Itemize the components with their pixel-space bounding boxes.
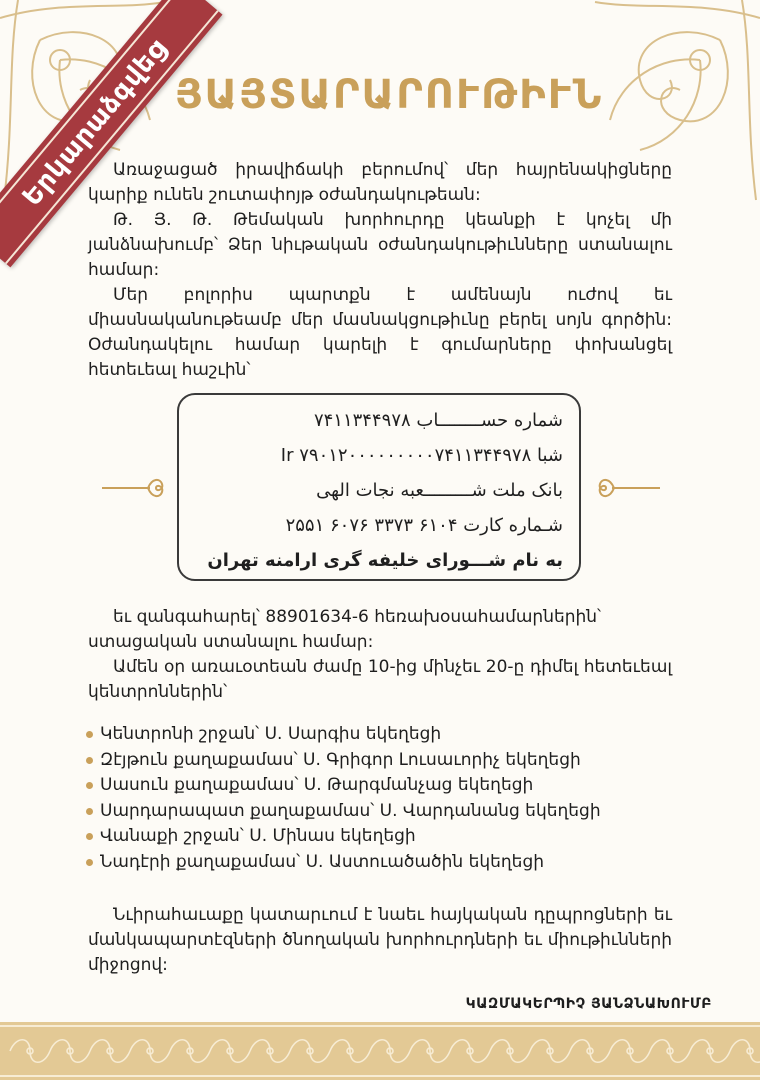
- bullet-icon: [86, 757, 93, 764]
- card-number: شـماره کارت ۶۱۰۴ ۳۳۷۳ ۶۰۷۶ ۲۵۵۱: [285, 515, 563, 536]
- bullet-icon: [86, 731, 93, 738]
- account-number: شماره حســــــــاب ۷۴۱۱۳۴۴۹۷۸: [313, 410, 563, 431]
- bank-branch: بانک ملت شـــــــــعبه نجات الهی: [316, 480, 563, 501]
- sheba-number: شبا Ir ۷۹۰۱۲۰۰۰۰۰۰۰۰۰۷۴۱۱۳۴۴۹۷۸: [280, 445, 563, 466]
- bullet-icon: [86, 859, 93, 866]
- list-item: [86, 722, 686, 748]
- intro-paragraph: Թ. Յ. Թ. Թեմական խորհուրդը կեանքի է կոչել մի յանձնախումբ՝ Ձեր նիւթական օժանդակութիւնները ստանալու համար:: [88, 210, 672, 280]
- hours-line: Ամեն օր առաւօտեան ժամը 10-ից մինչեւ 20-ը դիմել հետեւեալ կենտրոններին՝: [88, 657, 672, 702]
- list-item: [86, 799, 686, 825]
- list-item: [86, 850, 686, 876]
- phone-line: եւ զանգահարել՝ 88901634-6 հեռախօսահամարներին՝: [113, 607, 602, 627]
- divider-ornament-right: [590, 468, 660, 508]
- center-label: Վանաքի շրջան՝ Ս. Մինաս եկեղեցի: [100, 826, 416, 846]
- center-label: Զէյթուն քաղաքամաս՝ Ս. Գրիգոր Լուսաւորիչ եկեղեցի: [100, 749, 581, 770]
- list-item: [86, 748, 686, 774]
- center-label: Կենտրոնի շրջան՝ Ս. Սարգիս եկեղեցի: [100, 724, 442, 744]
- closing-text: [88, 903, 672, 978]
- center-label: Սասուն քաղաքամաս՝ Ս. Թարգմանչաց եկեղեցի: [100, 775, 534, 795]
- list-item: [86, 824, 686, 850]
- list-item: [86, 773, 686, 799]
- intro-text: [88, 158, 672, 383]
- footer-ornament-band: [0, 1022, 760, 1080]
- divider-ornament-left: [102, 468, 172, 508]
- ribbon-label: Երկարաձգվեց: [16, 33, 174, 213]
- center-label: Սարդարապատ քաղաքամաս՝ Ս. Վարդանանց եկեղեցի: [100, 800, 601, 821]
- center-label: Նադէրի քաղաքամաս՝ Ս. Աստուածածին եկեղեցի: [100, 851, 545, 872]
- bullet-icon: [86, 833, 93, 840]
- centers-list: [86, 722, 686, 875]
- bullet-icon: [86, 782, 93, 789]
- account-holder: به نام شـــورای خلیفه گری ارامنه تهران: [207, 550, 563, 571]
- intro-paragraph: Առաջացած իրավիճակի բերումով՝ մեր հայրենակիցները կարիք ունեն շուտափոյթ օժանդակութեան:: [88, 160, 672, 205]
- page-title: ՅԱՅՏԱՐԱՐՈՒԹԻՒՆ: [175, 72, 604, 118]
- bank-account-box: [177, 393, 581, 581]
- intro-paragraph: Մեր բոլորիս պարտքն է ամենայն ուժով եւ միասնականութեամբ մեր մասնակցութիւնը բերել սոյն գործին: Օժանդակելու համար կարելի է գումարները փոխանցել հետեւեալ հաշւին՝: [88, 285, 672, 380]
- phone-line-continuation: ստացական ստանալու համար:: [88, 632, 374, 652]
- signature: ԿԱԶՄԱԿԵՐՊԻՉ ՅԱՆՁՆԱԽՈՒՄԲ: [465, 996, 712, 1012]
- closing-paragraph: Նւիրահաւաքը կատարւում է նաեւ հայկական դըպրոցների եւ մանկապարտէզների ծնողական խորհուրդների եւ միութիւնների միջոցով:: [88, 905, 672, 975]
- contact-text: [88, 605, 672, 705]
- bullet-icon: [86, 808, 93, 815]
